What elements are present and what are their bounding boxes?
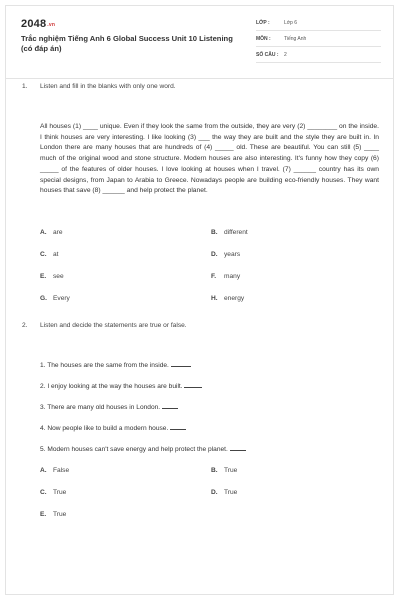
option-text: True xyxy=(53,489,67,496)
statement-text: 1. The houses are the same from the inside. xyxy=(40,362,169,369)
option-letter: A. xyxy=(40,467,47,474)
answer-option[interactable] xyxy=(40,229,63,236)
answer-option[interactable] xyxy=(40,489,66,496)
option-text: True xyxy=(224,467,238,474)
answer-blank[interactable] xyxy=(162,408,178,409)
meta-row-class xyxy=(256,16,381,31)
option-letter: D. xyxy=(211,489,218,496)
option-text: many xyxy=(224,273,241,280)
option-text: True xyxy=(224,489,238,496)
option-letter: A. xyxy=(40,229,47,236)
site-logo[interactable] xyxy=(21,18,55,30)
meta-key: SỐ CÂU : xyxy=(256,52,279,58)
option-text: years xyxy=(224,251,241,258)
option-text: energy xyxy=(224,295,245,302)
option-letter: D. xyxy=(211,251,218,258)
statement-text: 2. I enjoy looking at the way the houses are built. xyxy=(40,383,183,390)
question-number: 2. xyxy=(22,322,28,329)
answer-option[interactable] xyxy=(211,273,240,280)
logo-text: 2048 xyxy=(21,18,47,30)
document-title: Trắc nghiệm Tiếng Anh 6 Global Success Unit 10 Listening (có đáp án) xyxy=(21,34,233,53)
option-letter: C. xyxy=(40,251,47,258)
option-text: different xyxy=(224,229,248,236)
option-text: False xyxy=(53,467,70,474)
answer-option[interactable] xyxy=(40,273,64,280)
option-letter: C. xyxy=(40,489,47,496)
statement-text: 4. Now people like to build a modern house. xyxy=(40,425,169,432)
option-text: True xyxy=(53,511,67,518)
answer-blank[interactable] xyxy=(170,429,186,430)
option-text: see xyxy=(53,273,64,280)
answer-option[interactable] xyxy=(211,229,248,236)
option-letter: E. xyxy=(40,273,47,280)
option-letter: E. xyxy=(40,511,47,518)
answer-option[interactable] xyxy=(211,467,237,474)
meta-key: MÔN : xyxy=(256,36,271,42)
logo-suffix: .vn xyxy=(47,22,56,28)
statement xyxy=(40,446,246,453)
answer-option[interactable] xyxy=(211,295,244,302)
statement-text: 3. There are many old houses in London. xyxy=(40,404,161,411)
answer-option[interactable] xyxy=(211,251,240,258)
option-text: at xyxy=(53,251,59,258)
meta-value: Lớp 6 xyxy=(284,20,298,26)
meta-row-count xyxy=(256,48,381,63)
option-text: Every xyxy=(53,295,70,302)
document-header xyxy=(6,6,393,79)
meta-row-subject xyxy=(256,32,381,47)
meta-key: LỚP : xyxy=(256,20,270,26)
answer-option[interactable] xyxy=(40,511,66,518)
question-number: 1. xyxy=(22,83,28,90)
meta-value: Tiếng Anh xyxy=(284,36,307,42)
option-letter: B. xyxy=(211,467,218,474)
document-page xyxy=(5,5,394,595)
statement xyxy=(40,362,191,369)
answer-option[interactable] xyxy=(40,467,69,474)
question-prompt: Listen and decide the statements are true or false. xyxy=(40,322,187,329)
option-letter: B. xyxy=(211,229,218,236)
answer-blank[interactable] xyxy=(184,387,202,388)
answer-blank[interactable] xyxy=(171,366,191,367)
option-text: are xyxy=(53,229,63,236)
answer-option[interactable] xyxy=(211,489,237,496)
answer-option[interactable] xyxy=(40,251,59,258)
meta-value: 2 xyxy=(284,52,287,58)
option-letter: H. xyxy=(211,295,218,302)
statement xyxy=(40,425,186,432)
answer-blank[interactable] xyxy=(230,450,246,451)
statement xyxy=(40,404,178,411)
option-letter: G. xyxy=(40,295,47,302)
statement xyxy=(40,383,202,390)
answer-option[interactable] xyxy=(40,295,70,302)
option-letter: F. xyxy=(211,273,217,280)
fill-in-passage: All houses (1) ____ unique. Even if they look the same from the outside, they are very (2) ________ on the inside. I think houses are very interesting. I like looking (3) ___ the way they are built and the style they are built in. In London there are many houses that are hundreds of (4) _____ old. These are beautiful. You can still (5) ____ much of the original wood and stone structure. Modern houses are also interesting. It's funny how they copy (6) _____ of the features of older houses. I love looking at houses when I travel. (7) ______ country has its own special designs, from Japan to Arabia to Greece. Nowadays people are building eco-friendly houses. They want houses that save (8) ______ and help protect the planet. xyxy=(40,123,379,195)
statement-text: 5. Modern houses can't save energy and help protect the planet. xyxy=(40,446,228,453)
question-prompt: Listen and fill in the blanks with only one word. xyxy=(40,83,176,90)
